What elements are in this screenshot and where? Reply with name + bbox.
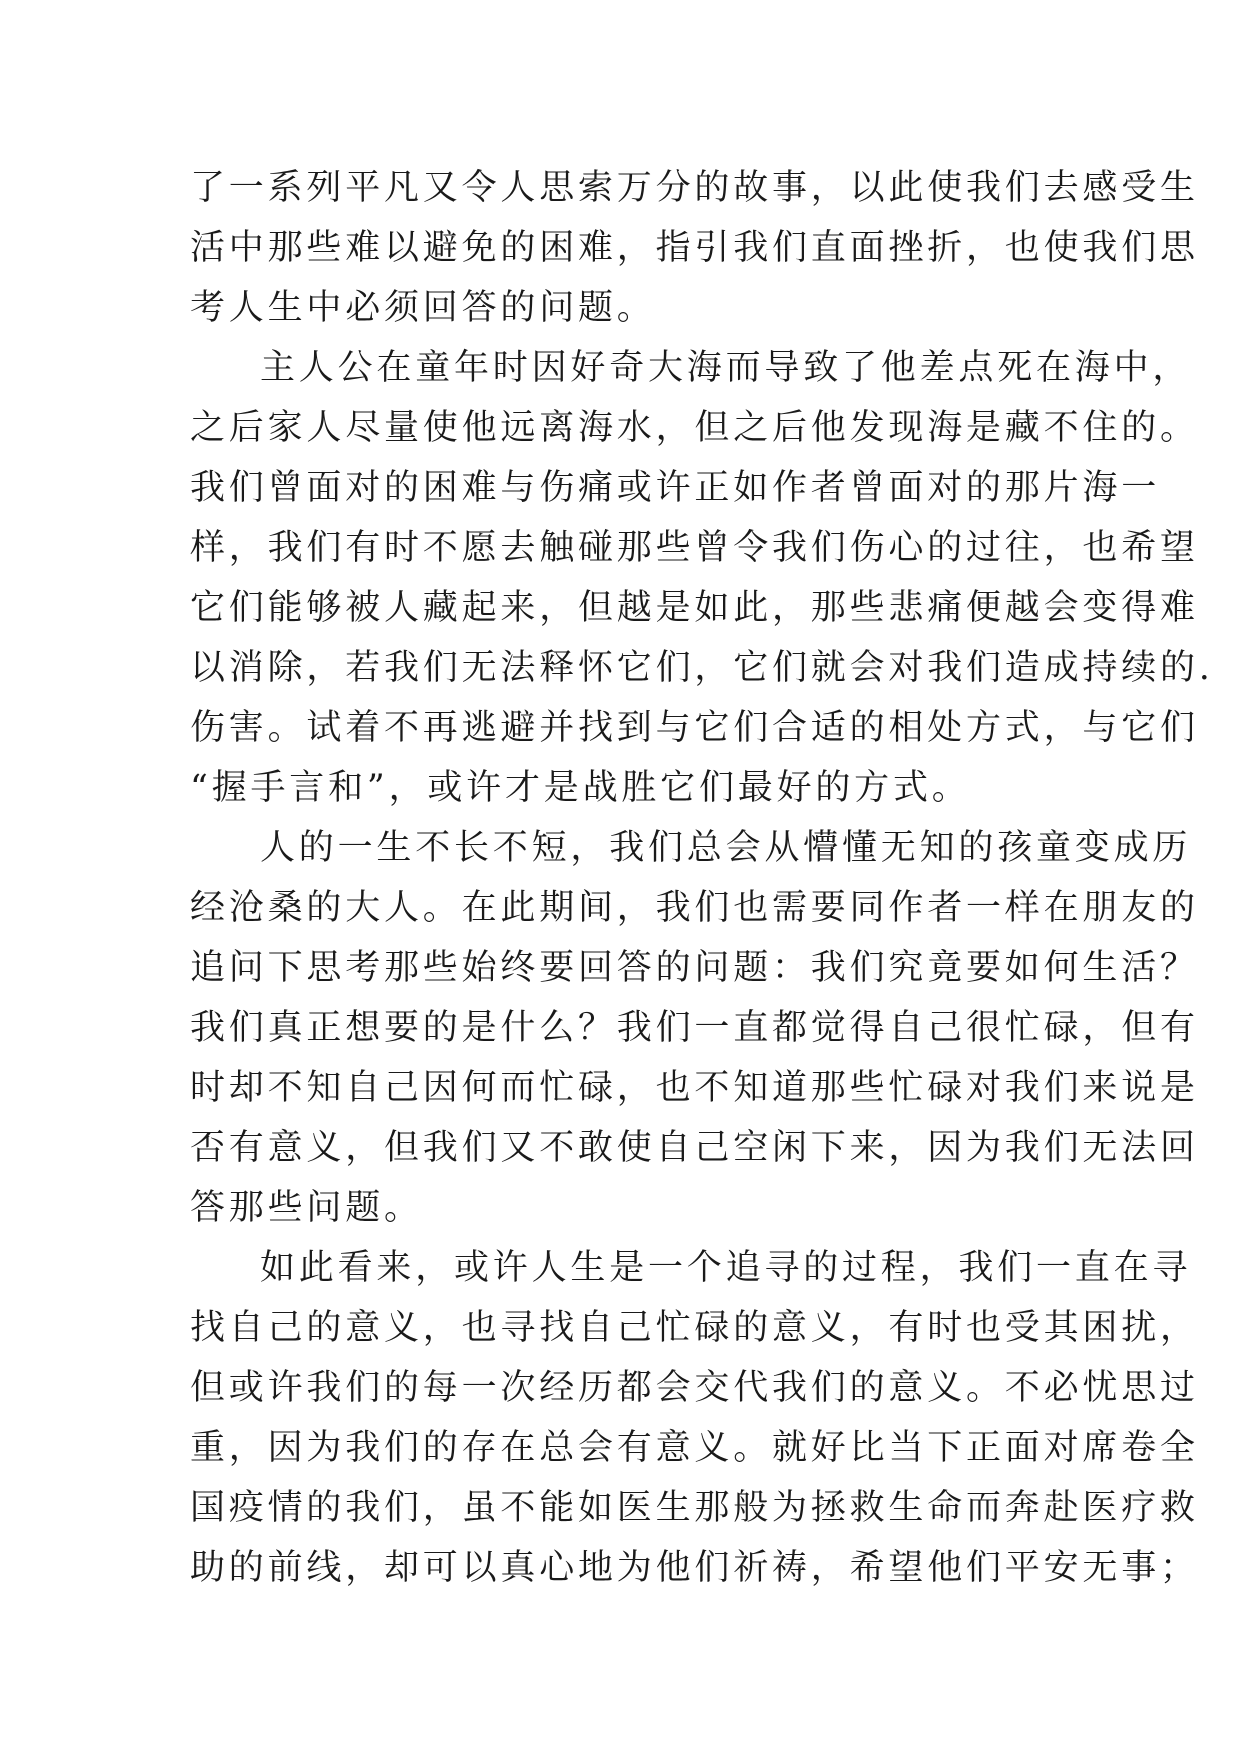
text-line-6: 我们曾面对的困难与伤痛或许正如作者曾面对的那片海一	[190, 468, 1161, 508]
text-line-9: 以消除，若我们无法释怀它们，它们就会对我们造成持续的.	[190, 648, 1214, 688]
text-line-11: “握手言和”，或许才是战胜它们最好的方式。	[190, 768, 971, 808]
paragraph-start-line: 人的一生不长不短，我们总会从懵懂无知的孩童变成历	[260, 828, 1192, 868]
text-line-10: 伤害。试着不再逃避并找到与它们合适的相处方式，与它们	[190, 708, 1199, 748]
text-line-16: 时却不知自己因何而忙碌，也不知道那些忙碌对我们来说是	[190, 1068, 1199, 1108]
text-line-5: 之后家人尽量使他远离海水，但之后他发现海是藏不住的。	[190, 408, 1199, 448]
text-line-21: 但或许我们的每一次经历都会交代我们的意义。不必忧思过	[190, 1368, 1199, 1408]
text-line-13: 经沧桑的大人。在此期间，我们也需要同作者一样在朋友的	[190, 888, 1199, 928]
text-line-8: 它们能够被人藏起来，但越是如此，那些悲痛便越会变得难	[190, 588, 1199, 628]
text-line-24: 助的前线，却可以真心地为他们祈祷，希望他们平安无事；	[190, 1548, 1199, 1588]
text-line-23: 国疫情的我们，虽不能如医生那般为拯救生命而奔赴医疗救	[190, 1488, 1199, 1528]
text-line-2: 活中那些难以避免的困难，指引我们直面挫折，也使我们思	[190, 228, 1199, 268]
text-line-1: 了一系列平凡又令人思索万分的故事，以此使我们去感受生	[190, 168, 1199, 208]
text-line-17: 否有意义，但我们又不敢使自己空闲下来，因为我们无法回	[190, 1128, 1199, 1168]
paragraph-start-line: 主人公在童年时因好奇大海而导致了他差点死在海中，	[260, 348, 1192, 388]
text-line-15: 我们真正想要的是什么？我们一直都觉得自己很忙碌，但有	[190, 1008, 1199, 1048]
text-line-7: 样，我们有时不愿去触碰那些曾令我们伤心的过往，也希望	[190, 528, 1199, 568]
text-line-20: 找自己的意义，也寻找自己忙碌的意义，有时也受其困扰，	[190, 1308, 1199, 1348]
paragraph-start-line: 如此看来，或许人生是一个追寻的过程，我们一直在寻	[260, 1248, 1192, 1288]
text-line-14: 追问下思考那些始终要回答的问题：我们究竟要如何生活？	[190, 948, 1199, 988]
text-line-18: 答那些问题。	[190, 1188, 423, 1228]
text-line-22: 重，因为我们的存在总会有意义。就好比当下正面对席卷全	[190, 1428, 1199, 1468]
text-line-3: 考人生中必须回答的问题。	[190, 288, 656, 328]
